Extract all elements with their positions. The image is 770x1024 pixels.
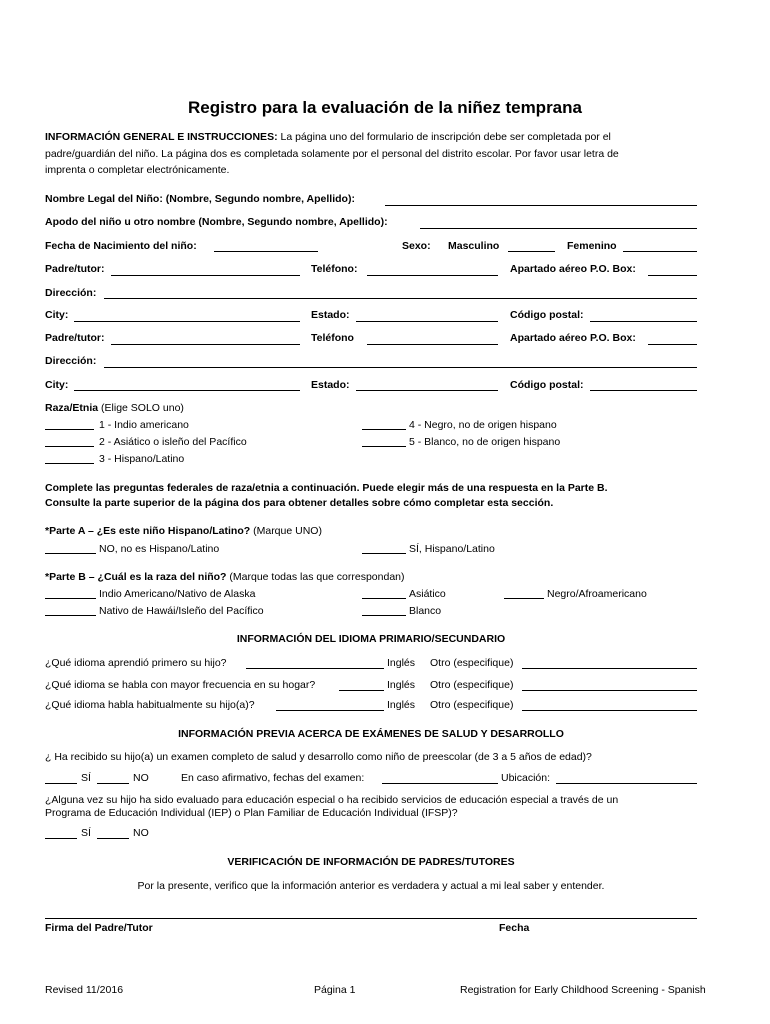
- female-label: Femenino: [567, 240, 617, 252]
- date-label: Fecha: [499, 922, 530, 934]
- parent1-label: Padre/tutor:: [45, 263, 105, 275]
- part-b-opt1-field[interactable]: [45, 598, 96, 599]
- state2-field[interactable]: [356, 390, 498, 391]
- language-q2-field[interactable]: [339, 690, 384, 691]
- state1-field[interactable]: [356, 321, 498, 322]
- race-opt1-field[interactable]: [45, 429, 94, 430]
- health-q1-no-field[interactable]: [97, 783, 129, 784]
- legal-name-field[interactable]: [385, 205, 697, 206]
- language-q3: ¿Qué idioma habla habitualmente su hijo(a)?: [45, 699, 255, 711]
- intro-line-3: imprenta o completar electrónicamente.: [45, 164, 230, 176]
- nickname-field[interactable]: [420, 228, 697, 229]
- language-q1-other: Otro (especifique): [430, 657, 514, 669]
- part-b-opt5-label: Blanco: [409, 605, 442, 617]
- health-q1-no-label: NO: [133, 772, 149, 784]
- part-b-opt2-field[interactable]: [362, 598, 406, 599]
- sex-label: Sexo:: [402, 240, 431, 252]
- part-a-label: *Parte A – ¿Es este niño Hispano/Latino?: [45, 525, 251, 537]
- part-a-yes-label: SÍ, Hispano/Latino: [409, 543, 495, 555]
- verification-heading: VERIFICACIÓN DE INFORMACIÓN DE PADRES/TUTORES: [227, 856, 515, 868]
- health-q2-line-1: ¿Alguna vez su hijo ha sido evaluado para educación especial o ha recibido servicios de educación especial a través de un: [45, 794, 619, 806]
- part-b-label: *Parte B – ¿Cuál es la raza del niño?: [45, 571, 227, 583]
- language-q3-other-field[interactable]: [522, 710, 697, 711]
- address2-label: Dirección:: [45, 355, 97, 367]
- race-opt3-label: 3 - Hispano/Latino: [99, 453, 185, 465]
- part-b-opt5-field[interactable]: [362, 615, 406, 616]
- zip2-label: Código postal:: [510, 379, 584, 391]
- footer-revised: Revised 11/2016: [45, 984, 124, 996]
- health-q2-no-label: NO: [133, 827, 149, 839]
- legal-name-label: Nombre Legal del Niño: (Nombre, Segundo nombre, Apellido):: [45, 193, 355, 205]
- race-opt1-label: 1 - Indio americano: [99, 419, 189, 431]
- language-q2-other: Otro (especifique): [430, 679, 514, 691]
- part-b-opt3-label: Negro/Afroamericano: [547, 588, 647, 600]
- race-opt3-field[interactable]: [45, 463, 94, 464]
- language-q2: ¿Qué idioma se habla con mayor frecuencia en su hogar?: [45, 679, 316, 691]
- race-opt2-label: 2 - Asiático o isleño del Pacífico: [99, 436, 247, 448]
- address1-field[interactable]: [104, 298, 697, 299]
- city1-field[interactable]: [74, 321, 300, 322]
- phone1-label: Teléfono:: [311, 263, 358, 275]
- race-opt4-field[interactable]: [362, 429, 406, 430]
- language-q3-english: Inglés: [387, 699, 416, 711]
- health-q2-yes-label: SÍ: [81, 827, 91, 839]
- dob-label: Fecha de Nacimiento del niño:: [45, 240, 197, 252]
- intro-text-1: La página uno del formulario de inscripción debe ser completada por el: [277, 131, 611, 143]
- intro-line-2: padre/guardián del niño. La página dos es completada solamente por el personal del distrito escolar. Por favor usar letra de: [45, 148, 619, 160]
- phone2-label: Teléfono: [311, 332, 354, 344]
- parent2-field[interactable]: [111, 344, 300, 345]
- intro-label: INFORMACIÓN GENERAL E INSTRUCCIONES:: [45, 131, 278, 143]
- part-a-hint: (Marque UNO): [250, 525, 322, 537]
- health-location-field[interactable]: [556, 783, 697, 784]
- part-b-opt4-label: Nativo de Hawái/Isleño del Pacífico: [99, 605, 264, 617]
- phone1-field[interactable]: [367, 275, 498, 276]
- health-q2-yes-field[interactable]: [45, 838, 77, 839]
- language-q3-field[interactable]: [276, 710, 384, 711]
- city2-label: City:: [45, 379, 69, 391]
- health-heading: INFORMACIÓN PREVIA ACERCA DE EXÁMENES DE SALUD Y DESARROLLO: [178, 728, 564, 740]
- signature-line[interactable]: [45, 918, 697, 919]
- race-opt4-label: 4 - Negro, no de origen hispano: [409, 419, 557, 431]
- language-q2-english: Inglés: [387, 679, 416, 691]
- city1-label: City:: [45, 309, 69, 321]
- pobox1-field[interactable]: [648, 275, 697, 276]
- language-q2-other-field[interactable]: [522, 690, 697, 691]
- federal-line-2: Consulte la parte superior de la página dos para obtener detalles sobre cómo completar esta sección.: [45, 497, 554, 509]
- language-q1-field[interactable]: [246, 668, 384, 669]
- zip1-field[interactable]: [590, 321, 697, 322]
- footer-page-number: Página 1: [314, 984, 356, 996]
- race-heading: [45, 402, 184, 414]
- address2-field[interactable]: [104, 367, 697, 368]
- footer-doc-name: Registration for Early Childhood Screening - Spanish: [460, 984, 706, 996]
- parent2-label: Padre/tutor:: [45, 332, 105, 344]
- pobox2-field[interactable]: [648, 344, 697, 345]
- health-location-label: Ubicación:: [501, 772, 551, 784]
- part-b-opt4-field[interactable]: [45, 615, 96, 616]
- part-b-opt2-label: Asiático: [409, 588, 446, 600]
- race-hint: (Elige SOLO uno): [98, 402, 184, 414]
- health-q1-yes-field[interactable]: [45, 783, 77, 784]
- parent1-field[interactable]: [111, 275, 300, 276]
- intro-line-1: [45, 131, 611, 143]
- language-q1-other-field[interactable]: [522, 668, 697, 669]
- state1-label: Estado:: [311, 309, 350, 321]
- zip1-label: Código postal:: [510, 309, 584, 321]
- pobox2-label: Apartado aéreo P.O. Box:: [510, 332, 636, 344]
- part-b-heading: [45, 571, 405, 583]
- race-opt2-field[interactable]: [45, 446, 94, 447]
- health-q2-no-field[interactable]: [97, 838, 129, 839]
- language-q3-other: Otro (especifique): [430, 699, 514, 711]
- part-a-no-field[interactable]: [45, 553, 96, 554]
- health-dates-label: En caso afirmativo, fechas del examen:: [181, 772, 365, 784]
- part-b-opt3-field[interactable]: [504, 598, 544, 599]
- language-q1-english: Inglés: [387, 657, 416, 669]
- male-field[interactable]: [508, 251, 555, 252]
- phone2-field[interactable]: [367, 344, 498, 345]
- race-opt5-label: 5 - Blanco, no de origen hispano: [409, 436, 561, 448]
- part-b-opt1-label: Indio Americano/Nativo de Alaska: [99, 588, 256, 600]
- part-a-yes-field[interactable]: [362, 553, 406, 554]
- health-dates-field[interactable]: [382, 783, 498, 784]
- part-a-no-label: NO, no es Hispano/Latino: [99, 543, 220, 555]
- zip2-field[interactable]: [590, 390, 697, 391]
- verification-statement: Por la presente, verifico que la información anterior es verdadera y actual a mi leal saber y entender.: [137, 880, 605, 892]
- female-field[interactable]: [623, 251, 697, 252]
- city2-field[interactable]: [74, 390, 300, 391]
- language-heading: INFORMACIÓN DEL IDIOMA PRIMARIO/SECUNDARIO: [236, 633, 506, 645]
- health-q2-line-2: Programa de Educación Individual (IEP) o Plan Familiar de Educación Individual (IFSP)?: [45, 807, 458, 819]
- pobox1-label: Apartado aéreo P.O. Box:: [510, 263, 636, 275]
- part-a-heading: [45, 525, 322, 537]
- nickname-label: Apodo del niño u otro nombre (Nombre, Segundo nombre, Apellido):: [45, 216, 388, 228]
- dob-field[interactable]: [214, 251, 318, 252]
- state2-label: Estado:: [311, 379, 350, 391]
- part-b-hint: (Marque todas las que correspondan): [226, 571, 405, 583]
- language-q1: ¿Qué idioma aprendió primero su hijo?: [45, 657, 227, 669]
- federal-line-1: Complete las preguntas federales de raza/etnia a continuación. Puede elegir más de una respuesta en la Parte B.: [45, 482, 608, 494]
- male-label: Masculino: [448, 240, 500, 252]
- signature-label: Firma del Padre/Tutor: [45, 922, 153, 934]
- address1-label: Dirección:: [45, 287, 97, 299]
- page-title: Registro para la evaluación de la niñez temprana: [188, 98, 582, 117]
- health-q1-yes-label: SÍ: [81, 772, 91, 784]
- race-label: Raza/Etnia: [45, 402, 99, 414]
- health-q1: ¿ Ha recibido su hijo(a) un examen completo de salud y desarrollo como niño de preescolar (de 3 a 5 años de edad)?: [45, 751, 592, 763]
- race-opt5-field[interactable]: [362, 446, 406, 447]
